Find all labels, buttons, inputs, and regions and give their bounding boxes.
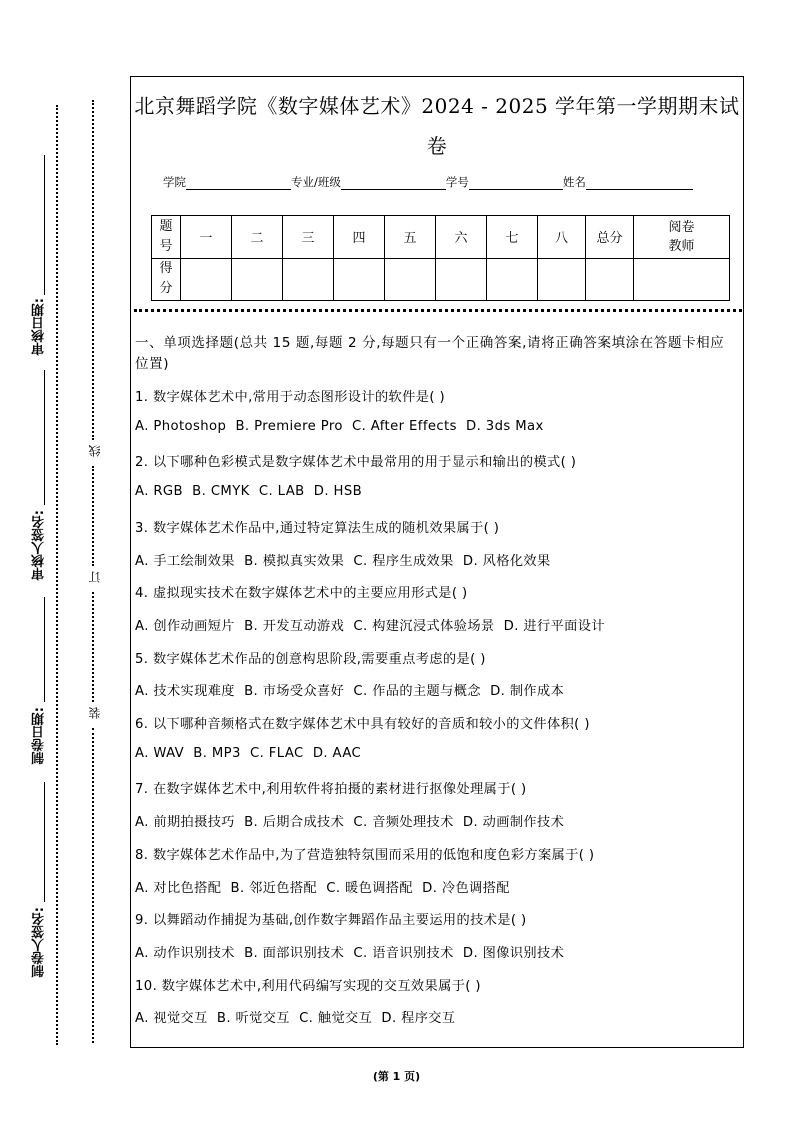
answer-options: A. 创作动画短片 B. 开发互动游戏 C. 构建沉浸式体验场景 D. 进行平面设计 [135, 618, 605, 634]
score-cell[interactable] [181, 258, 232, 301]
question-number-header-text: 题号 [159, 218, 173, 254]
maker-date-line [44, 597, 45, 702]
score-cell[interactable] [385, 258, 436, 301]
mark-order: 订 [88, 571, 102, 583]
score-cell[interactable] [334, 258, 385, 301]
question-text: 8. 数字媒体艺术作品中,为了营造独特氛围而采用的低饱和度色彩方案属于( ) [135, 847, 595, 863]
answer-options: A. 对比色搭配 B. 邻近色搭配 C. 暖色调搭配 D. 冷色调搭配 [135, 880, 510, 896]
reviewer-sign-line [44, 370, 45, 505]
page-number: (第 1 页) [372, 1070, 421, 1083]
maker-sign-line [44, 782, 45, 902]
question-text: 3. 数字媒体艺术作品中,通过特定算法生成的随机效果属于( ) [135, 520, 500, 536]
left-dotted-line [56, 105, 58, 1045]
score-col-7: 七 [487, 216, 538, 259]
answer-options: A. WAV B. MP3 C. FLAC D. AAC [135, 745, 362, 761]
question-text: 7. 在数字媒体艺术中,利用软件将拍摄的素材进行抠像处理属于( ) [135, 782, 527, 798]
student-info-row [163, 172, 723, 190]
question-text: 4. 虚拟现实技术在数字媒体艺术中的主要应用形式是( ) [135, 586, 468, 602]
score-row-header-text: 得分 [159, 261, 173, 297]
name-field[interactable] [586, 175, 693, 190]
score-col-3: 三 [283, 216, 334, 259]
score-col-5: 五 [385, 216, 436, 259]
question-text: 10. 数字媒体艺术中,利用代码编写实现的交互效果属于( ) [135, 978, 481, 994]
answer-options: A. Photoshop B. Premiere Pro C. After Effects D. 3ds Max [135, 418, 544, 434]
score-col-1: 一 [181, 216, 232, 259]
question-text: 1. 数字媒体艺术中,常用于动态图形设计的软件是( ) [135, 390, 445, 405]
question-text: 9. 以舞蹈动作捕捉为基础,创作数字舞蹈作品主要运用的技术是( ) [135, 913, 527, 929]
mark-line: 线 [88, 445, 102, 457]
title-line-2: 卷 [426, 134, 448, 158]
score-cell-total[interactable] [586, 258, 634, 301]
maker-sign-label: 制卷人签名: [32, 907, 47, 978]
reviewer-sign-label: 审核人签名: [32, 510, 47, 581]
question-text: 6. 以下哪种音频格式在数字媒体艺术中具有较好的音质和较小的文件体积( ) [135, 717, 590, 732]
answer-options: A. 视觉交互 B. 听觉交互 C. 触觉交互 D. 程序交互 [135, 1011, 456, 1027]
name-label: 姓名 [562, 175, 586, 189]
answer-options: A. 前期拍摄技巧 B. 后期合成技术 C. 音频处理技术 D. 动画制作技术 [135, 815, 565, 831]
maker-date-label: 制卷日期: [32, 707, 47, 765]
title-line-1: 北京舞蹈学院《数字媒体艺术》2024 - 2025 学年第一学期期末试 [134, 94, 740, 118]
answer-options: A. 技术实现难度 B. 市场受众喜好 C. 作品的主题与概念 D. 制作成本 [135, 684, 565, 700]
answer-options: A. 动作识别技术 B. 面部识别技术 C. 语音识别技术 D. 图像识别技术 [135, 945, 565, 961]
school-label: 学院 [163, 175, 186, 189]
reviewer-date-line [44, 155, 45, 295]
student-id-label: 学号 [445, 175, 469, 189]
binding-dotted-line-bottom [92, 728, 94, 1043]
major-field[interactable] [341, 175, 446, 190]
score-col-total: 总分 [586, 216, 634, 259]
score-col-2: 二 [232, 216, 283, 259]
score-col-6: 六 [436, 216, 487, 259]
grader-header-text: 阅卷教师 [668, 219, 695, 254]
answer-options: A. RGB B. CMYK C. LAB D. HSB [135, 484, 363, 500]
score-col-grader [634, 216, 730, 259]
score-col-4: 四 [334, 216, 385, 259]
score-cell[interactable] [283, 258, 334, 301]
score-table-header-row [152, 216, 730, 259]
question-text: 2. 以下哪种色彩模式是数字媒体艺术中最常用的用于显示和输出的模式( ) [135, 455, 577, 471]
score-cell[interactable] [487, 258, 538, 301]
binding-dotted-line-top [92, 100, 94, 440]
school-field[interactable] [186, 175, 291, 190]
mark-bind: 装 [88, 707, 102, 719]
answer-options: A. 手工绘制效果 B. 模拟真实效果 C. 程序生成效果 D. 风格化效果 [135, 553, 551, 569]
score-cell[interactable] [232, 258, 283, 301]
score-table-score-row [152, 258, 730, 301]
score-table [151, 215, 730, 301]
student-id-field[interactable] [469, 175, 563, 190]
binding-dotted-line-low [92, 592, 94, 702]
reviewer-date-label: 审核日期: [32, 298, 47, 356]
binding-dotted-line-mid [92, 466, 94, 566]
section-heading: 一、单项选择题(总共 15 题,每题 2 分,每题只有一个正确答案,请将正确答案填涂在答题卡相应位置) [135, 335, 725, 372]
score-cell[interactable] [538, 258, 586, 301]
score-row-header [152, 258, 181, 301]
question-text: 5. 数字媒体艺术作品的创意构思阶段,需要重点考虑的是( ) [135, 651, 486, 667]
major-label: 专业/班级 [291, 175, 341, 189]
score-col-8: 八 [538, 216, 586, 259]
score-cell-grader[interactable] [634, 258, 730, 301]
question-number-header [152, 216, 181, 259]
exam-title [131, 86, 743, 166]
score-cell[interactable] [436, 258, 487, 301]
dotted-separator [134, 309, 742, 312]
